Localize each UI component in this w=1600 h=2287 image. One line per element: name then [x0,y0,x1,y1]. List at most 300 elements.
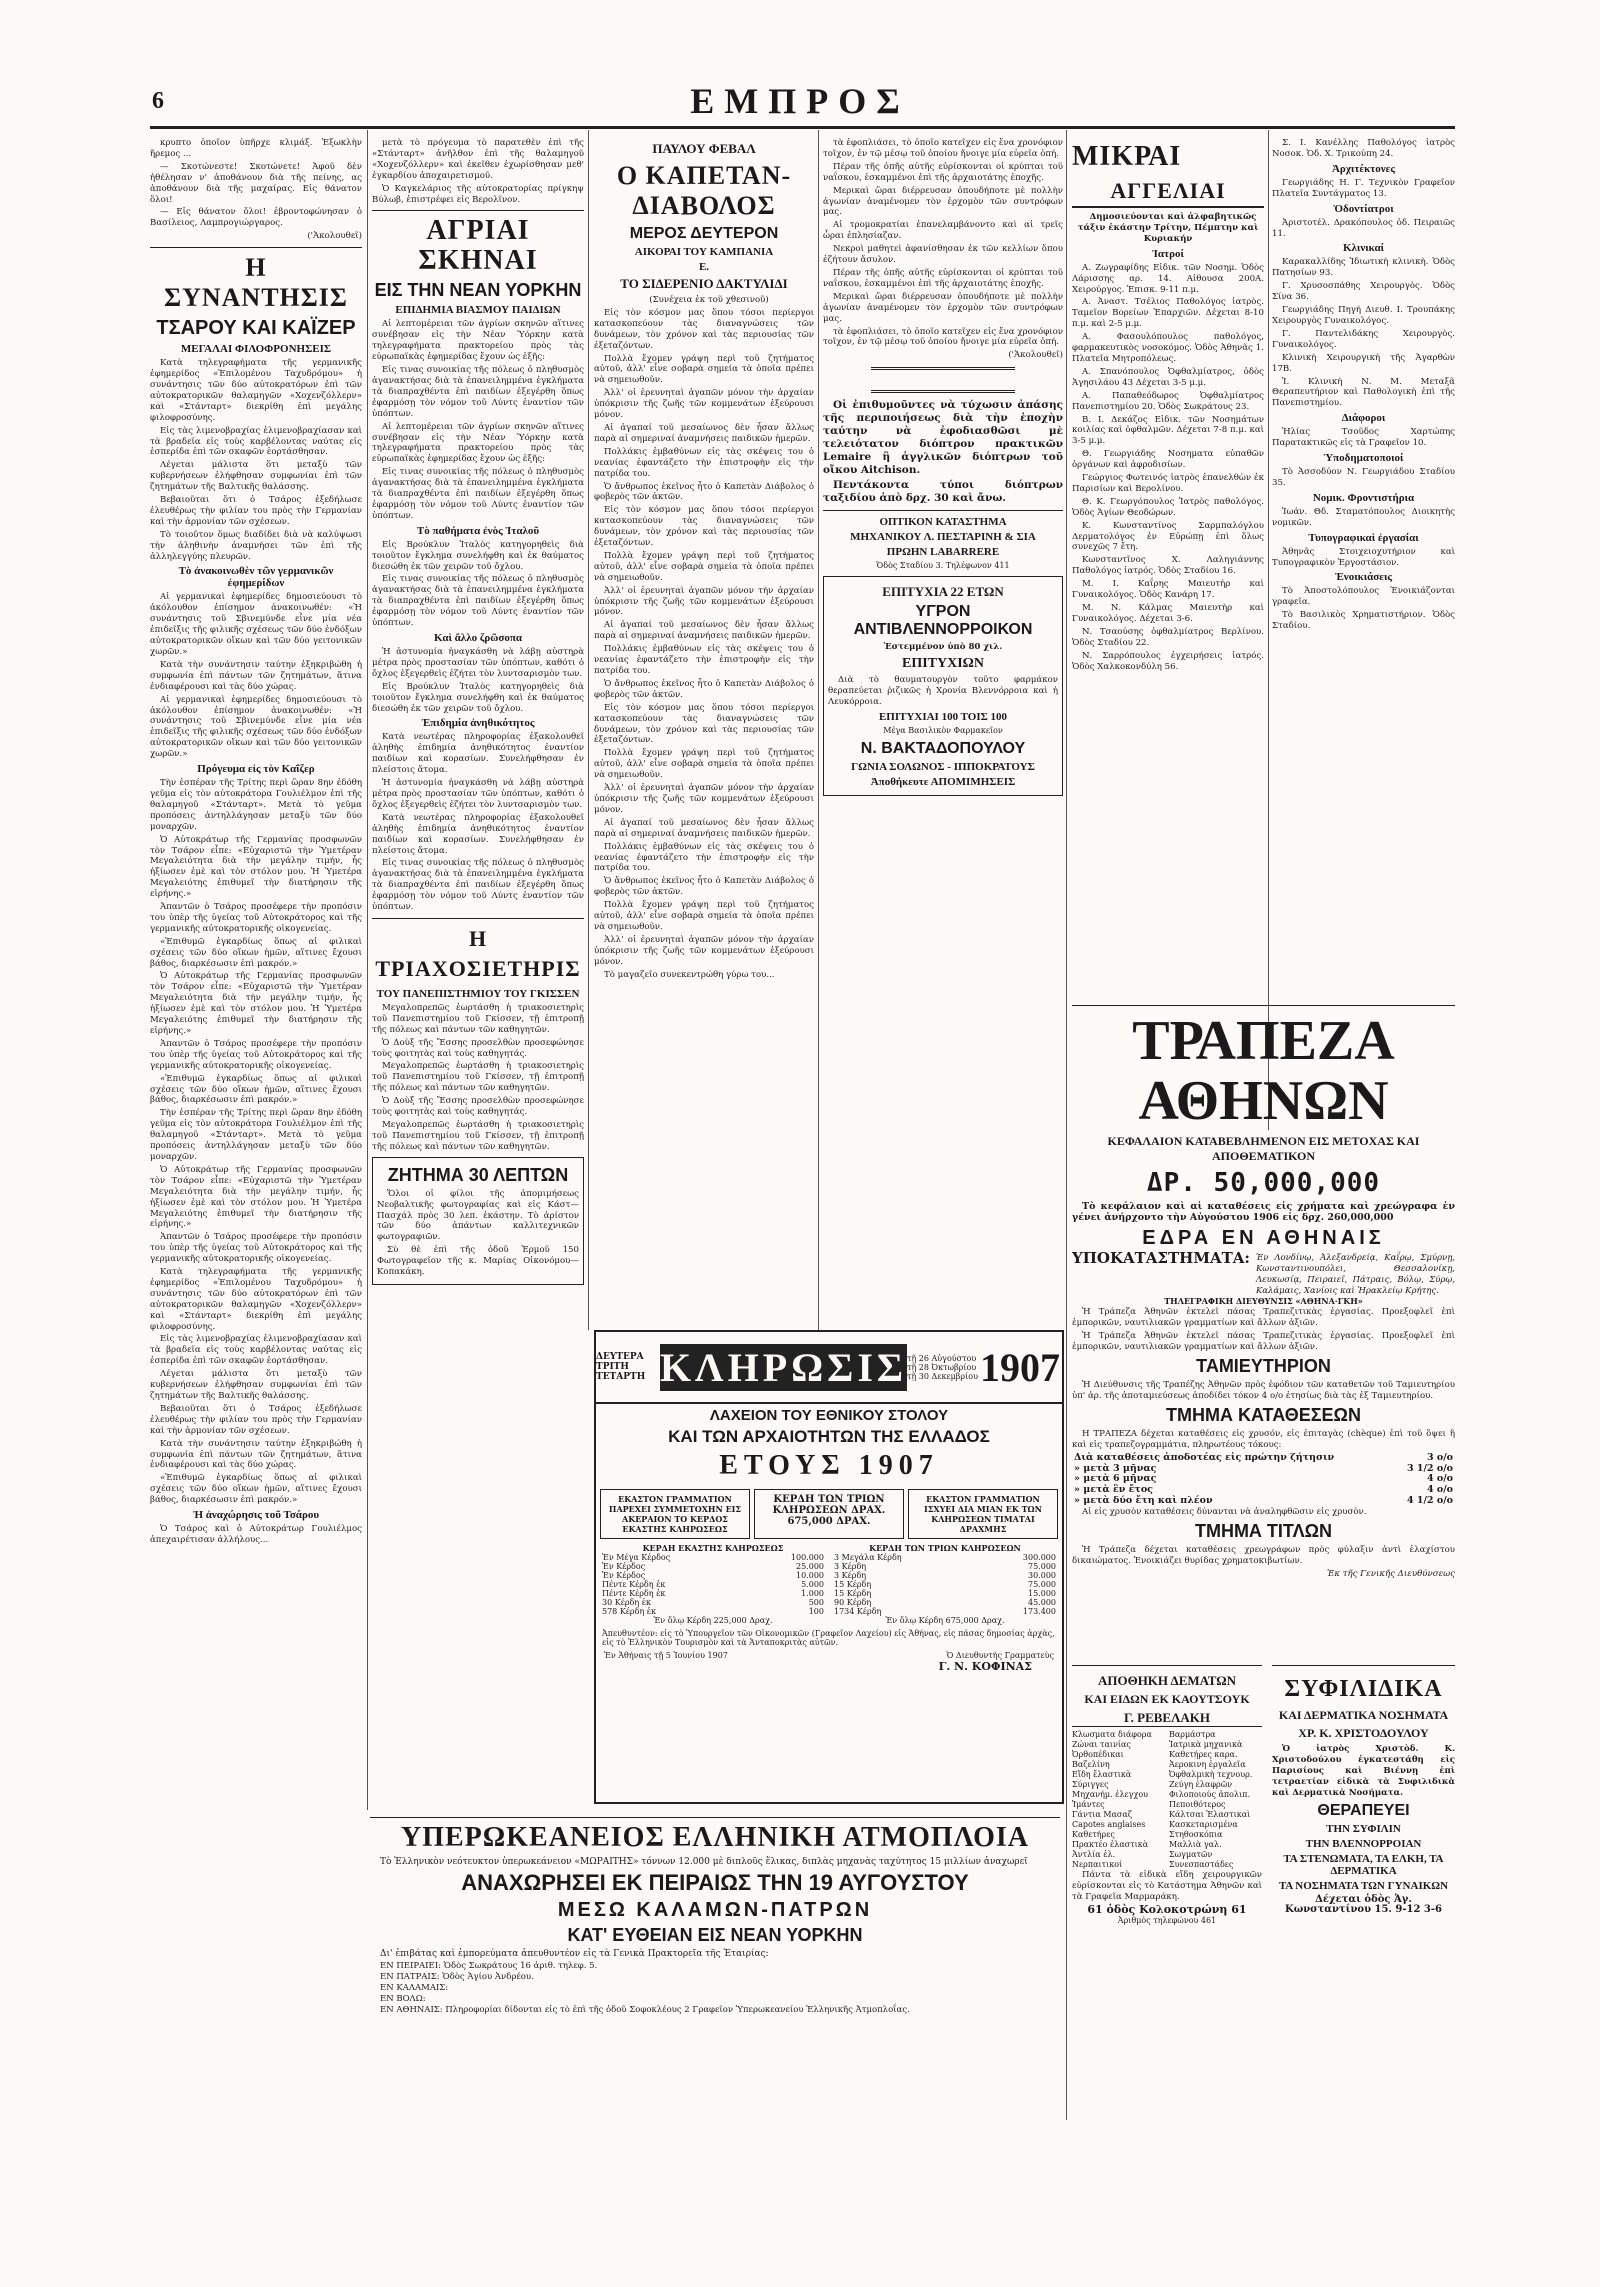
rubber-item: Καθετήρες [1072,1830,1115,1839]
bank-telegraph: ΤΗΛΕΓΡΑΦΙΚΗ ΔΙΕΥΘΥΝΣΙΣ «ΑΘΗΝΑ·ΓΚΗ» [1164,1296,1363,1307]
paragraph: Κατὰ τὴν συνάντησιν ταύτην ἐξηκριβώθη ἡ συμφωνία ἐπὶ πάντων τῶν ζητημάτων, ἅτινα ἐνδιαφέρουσι καὶ τὰς δύο χώρας. [150,659,362,692]
paragraph: Εἰς τὸν κόσμον μας ὅπου τόσοι περίεργοι κατασκοπεύουν τὰς διαναγνώσεις τῶν δυνάμεων, τὸν χρόνον καὶ τὰς περιουσίας τῶν ἐξεταζόντων. [594,702,814,746]
prize-label: Ἐν Κέρδος [602,1571,646,1580]
remedy-bonus: ΕΠΙΤΥΧΙΑΙ 100 ΤΟΙΣ 100 [878,710,1008,723]
paragraph: Λέγεται μάλιστα ὅτι μεταξὺ τῶν κυβερνήσεων ἐλήφθησαν συμφωνίαι ἐπὶ τῶν ζητημάτων τῆς Βαλτικῆς θαλάσσης. [150,1369,362,1401]
shipping-title: ΥΠΕΡΩΚΕΑΝΕΙΟΣ ΕΛΛΗΝΙΚΗ ΑΤΜΟΠΛΟΙΑ [401,1822,1029,1853]
paragraph: Αἱ τρομοκρατίαι ἐπανελαμβάνοντο καὶ αἱ τρεῖς ὧραι ἐπλησίαζαν. [823,220,1063,242]
prize-amount: 100 [808,1607,824,1616]
prize-row [600,1553,826,1562]
bank-branches [1072,1248,1455,1297]
optician-notice: Οἱ ἐπιθυμοῦντες νὰ τύχωσιν ἀπάσης τῆς περιποιήσεως διὰ τὴν ἐποχὴν ταύτην νὰ ἐφοδιασθῶσι μὲ τελειότατον διόπτρον πρακτικῶν Lemaire ἢ ἀγγλικῶν διόπτρων τοῦ οἴκου Aitchison. [823,399,1063,477]
classified-ad: Ἠλίας Τσοῦδος Χαρτώπης Παρατακτικῶς εἰς τὰ Γραφεῖον 10. [1272,427,1455,449]
paragraph: Αἱ γερμανικαὶ ἐφημερίδες δημοσιεύουσι τὸ ἀκόλουθον ἐπίσημον ἀνακοινωθέν: «Ἡ συνάντησις τοῦ Σβινεμύνδε εἶνε μία νέα ἐπιδεῖξις τῆς φιλικῆς σχέσεως τῶν δύο ἐνδόξων αὐτοκρατορικῶν οἴκων καὶ τῶν δύο γειτονικῶν χωρῶν.» [150,592,362,657]
small-ads-title: ΑΓΓΕΛΙΑΙ [1072,176,1264,208]
agent-line: ΕΝ ΑΘΗΝΑΙΣ: Πληροφορίαι δίδονται εἰς τὸ ἐπὶ τῆς ὁδοῦ Σοφοκλέους 2 Γραφεῖον Ὑπερωκεανείου Ἑλληνικῆς Ἀτμοπλοΐας. [380,2005,910,2015]
section-heading: Ἡ ἀναχώρησις τοῦ Τσάρου [192,1509,320,1522]
rubber-telephone: Ἀριθμὸς τηλεφώνου 461 [1117,1915,1217,1925]
paragraph: Εἰς τὰς λιμενοβραχίας ἐλιμενοβραχίασαν καὶ τὰ βραδεῖα εἰς τοὺς καρβέλοντας ναύτας εἰς ἑσπερίδα ἐπὶ τῶν σκαφῶν ἑορτάσθησαν. [150,1334,362,1367]
rubber-item: Ἱμάντες [1072,1800,1105,1809]
derm-hours: Δέχεται ὁδὸς Ἁγ. Κωνσταντίνου 15. 9-12 3-6 [1285,1893,1442,1916]
paragraph: Εἰς τὰς λιμενοβραχίας ἐλιμενοβραχίασαν καὶ τὰ βραδεῖα εἰς τοὺς καρβέλοντας ναύτας εἰς ἑσπερίδα ἐπὶ τῶν σκαφῶν ἑορτάσθησαν. [150,425,362,458]
bank-advertisement [1072,1000,1455,1660]
classified-ad: Γεώργιος Φωτεινός ἰατρὸς ἐπανελθὼν ἐκ Παρισίων καὶ Βερολίνου. [1072,473,1264,494]
rubber-items [1072,1730,1262,1870]
paragraph: Ἀπαντῶν ὁ Τσάρος προσέφερε τὴν προπόσιν του ὑπὲρ τῆς ὑγείας τοῦ Αὐτοκράτορος καὶ τῆς γερμανικῆς αὐτοκρατορικῆς οἰκογενείας. [150,1232,362,1265]
paragraph: Εἰς τινας συνοικίας τῆς πόλεως ὁ πληθυσμὸς ἀγανακτήσας διὰ τὰ ἐπανειλημμένα ἐγκλήματα τὰ διαπραχθέντα ἐπὶ παιδίων ἐξεγέρθη ὅπως ἐφαρμόσῃ τὸν νόμον τοῦ Λύντς ἐναντίον τῶν ὑπόπτων. [372,858,584,913]
paragraph: Αἱ ἀγαπαί τοῦ μεσαίωνος δὲν ἦσαν ἄλλως παρὰ αἱ σημεριναί ἀναμνήσεις παιδικῶν ἡμερῶν. [594,817,814,839]
rubber-title: ΚΑΙ ΕΙΔΩΝ ΕΚ ΚΑΟΥΤΣΟΥΚ [1084,1692,1250,1706]
prize-row [600,1607,826,1616]
prize-amount: 500 [808,1598,824,1607]
paragraph: Τὸ μαγαζεῖο συνεκεντρώθη γύρω του... [604,969,775,980]
paragraph: Αἱ λεπτομέρειαι τῶν ἀγρίων σκηνῶν αἵτινες συνέβησαν εἰς τὴν Νέαν Ὑόρκην κατὰ τηλεγραφήματα πρακτορείου πρὸς τὰς εὐρωπαϊκὰς ἐφημερίδας ἔχουν ὡς ἑξῆς: [372,421,584,465]
rubber-item: Ζώναι ταινίας [1072,1740,1131,1749]
section-heading: Τὸ ἀνακοινωθὲν τῶν γερμανικῶν ἐφημερίδων [178,565,334,590]
prize-amount: 1.000 [801,1589,824,1598]
bank-seat: ΕΔΡΑ ΕΝ ΑΘΗΝΑΙΣ [1142,1226,1385,1249]
signed-name: Γ. Ν. ΚΟΦΙΝΑΣ [938,1660,1032,1673]
section-heading: Ἰατροί [1152,247,1184,260]
derm-subtitle: ΚΑΙ ΔΕΡΜΑΤΙΚΑ ΝΟΣΗΜΑΤΑ [1278,1708,1449,1722]
paragraph: Κατὰ νεωτέρας πληροφορίας ἐξακολουθεῖ ἀληθὴς ἐπιδημία ἀνηθικότητος ἐναντίον παιδίων καὶ κορασίων. Συνελήφθησαν ἐν πλείστοις ἄτομα. [372,732,584,776]
ad-text: Ὅλοι οἱ φίλοι τῆς ἀπομιμήσεως Νεοβαλτικῆς φωτογραφίας καὶ εἰς Κάστ—Πασχάλ πρὸς 30 λεπ. ἑκάστην. Τὸ ἀρίστον τῶν δύο ἀπάντων καλλιτεχνικῶν φωτογραφιῶν. [377,1188,579,1243]
paragraph: Βεβαιοῦται ὅτι ὁ Τσάρος ἐξεδήλωσε ἐλευθέρως τὴν φιλίαν του πρὸς τὴν Γερμανίαν καὶ τὴν ἀρμονίαν τῶν σχέσεων. [150,495,362,527]
rubber-item: Καθετήρες καρα. [1169,1750,1238,1759]
paragraph: Αἱ ἀγαπαί τοῦ μεσαίωνος δὲν ἦσαν ἄλλως παρὰ αἱ σημεριναί ἀναμνήσεις παιδικῶν ἡμερῶν. [594,620,814,642]
paragraph: Λέγεται μάλιστα ὅτι μεταξὺ τῶν κυβερνήσεων ἐλήφθησαν συμφωνίαι ἐπὶ τῶν ζητημάτων τῆς Βαλτικῆς θαλάσσης. [150,460,362,493]
table-total: Ἐν ὅλῳ Κέρδη 675,000 Δραχ. [885,1616,1005,1625]
divider [150,247,362,248]
classified-ad: Α. Σπανόπουλος Ὀφθαλμίατρος, ὁδὸς Ἀγησιλάου 43 Δέχεται 3-5 μ.μ. [1072,366,1264,388]
divider [823,510,1063,511]
masthead-rule [150,126,1455,129]
optician-heading: ΟΠΤΙΚΟΝ ΚΑΤΑΣΤΗΜΑ [879,516,1007,529]
subheadline: ΤΟΥ ΠΑΝΕΠΙΣΤΗΜΙΟΥ ΤΟΥ ΓΚΙΣΣΕΝ [376,987,580,1000]
bank-text: Ἡ Τράπεζα Ἀθηνῶν ἐκτελεῖ πάσας Τραπεζιτικὰς ἐργασίας. Προεξοφλεῖ ἐπὶ ἐμπορικῶν, ναυτιλιακῶν γραμματίων καὶ ἄλλων ἀξιῶν. [1072,1331,1455,1353]
lottery-boxes [596,1485,1062,1543]
optician-former: ΠΡΩΗΝ LABARRERE [886,546,1000,559]
classified-ad: Τὸ Ἀποστολόπουλος Ἐνοικιάζονται γραφεῖα. [1272,586,1455,608]
paragraph: κρυπτο ὁποῖον ὑπῆρχε κλιμάξ. Ἐξωκλὴν ἤρεμος ... [150,138,362,159]
rubber-item: Ἀεροκινη ἐργαλεῖα [1169,1760,1246,1769]
prize-label: Διὰ καταθέσεις ἀποδοτέας εἰς πρώτην ζήτησιν [1074,1451,1335,1463]
paragraph: — Σκοτώνεστε! Σκοτώνετε! Ἀφοῦ δὲν ἠθέλησαν ν' ἀποθάνουν διὰ τῆς πείνης, ας ἀποθάνουν διὰ τῆς μαχαίρας. Εἰς θάνατον ὅλοι! [150,161,362,205]
rubber-items-list [1072,1730,1165,1870]
column-1 [150,138,362,2278]
paragraph: «Ἐπιθυμῶ ἐγκαρδίως ὅπως αἱ φιλικαὶ σχέσεις τῶν δύο οἴκων ἡμῶν, αἵτινες ἔχουσι βάθος, διαρκέσωσιν ἐπὶ μακρόν.» [150,936,362,969]
rubber-item: Σύριγγες [1072,1780,1109,1789]
paragraph: Ὁ ἄνθρωπος ἐκεῖνος ἦτο ὁ Καπετὰν Διάβολος ὁ φοβερὸς τῶν ἀκτῶν. [594,481,814,503]
section-heading: Τὸ παθήματα ἐνὸς Ἰταλοῦ [416,524,540,537]
prize-amount: 100.000 [790,1553,824,1562]
bank-deposits: Τὸ κεφάλαιον καὶ αἱ καταθέσεις εἰς χρήματα καὶ χρεώγραφα ἐν γένει ἀνήρχοντο τὴν Αὐγούστου 1906 εἰς δρχ. 260,000,000 [1072,1201,1455,1223]
paragraph: Πολλάκις ἐμβαθύνων εἰς τὰς σκέψεις του ὁ νεανίας ἐφαντάζετο τὴν ἐπιστροφὴν εἰς τὴν πατρίδα του. [594,644,814,676]
prize-amount: 10.000 [796,1571,824,1580]
section-heading: Τυπογραφικαὶ ἐργασίαι [1308,531,1419,544]
prize-label: 3 Μεγάλα Κέρδη [834,1553,902,1562]
prize-amount: 30.000 [1028,1571,1056,1580]
day-label: ΤΕΤΑΡΤΗ [596,1372,646,1382]
bank-capital-label: ΚΕΦΑΛΑΙΟΝ ΚΑΤΑΒΕΒΛΗΜΕΝΟΝ ΕΙΣ ΜΕΤΟΧΑΣ ΚΑΙ ΑΠΟΘΕΜΑΤΙΚΟΝ [1107,1134,1420,1163]
paragraph: Εἰς τινας συνοικίας τῆς πόλεως ὁ πληθυσμὸς ἀγανακτήσας διὰ τὰ ἐπανειλημμένα ἐγκλήματα τὰ διαπραχθέντα ἐπὶ παιδίων ἐξεγέρθη ὅπως ἐφαρμόσῃ τὸν νόμον τοῦ Λύντς ἐναντίον τῶν ὑπόπτων. [372,467,584,521]
prize-label: 3 Κέρδη [834,1571,867,1580]
paragraph: Ὁ ἄνθρωπος ἐκεῖνος ἦτο ὁ Καπετὰν Διάβολος ὁ φοβερὸς τῶν ἀκτῶν. [594,678,814,700]
shipping-departure: ΑΝΑΧΩΡΗΣΕΙ ΕΚ ΠΕΙΡΑΙΩΣ ΤΗΝ 19 ΑΥΓΟΥΣΤΟΥ [461,1870,969,1895]
section-heading: Ἐπιδημία ἀνηθικότητος [421,717,535,730]
paragraph: Πολλὰ ἔχομεν γράψη περὶ τοῦ ζητήματος αὐτοῦ, ἀλλ' εἶνε σοβαρὰ σημεία τὰ ὁποῖα πρέπει νὰ σημειωθοῦν. [594,748,814,781]
lottery-signature [596,1651,1062,1660]
rubber-owner: Γ. ΡΕΒΕΛΑΚΗ [1072,1710,1262,1727]
branches-label: ΥΠΟΚΑΤΑΣΤΗΜΑΤΑ: [1072,1248,1250,1267]
paragraph: Πολλὰ ἔχομεν γράψη περὶ τοῦ ζητήματος αὐτοῦ, ἀλλ' εἶνε σοβαρὰ σημεία τὰ ὁποῖα πρέπει νὰ σημειωθοῦν. [594,900,814,932]
ad-title: ΖΗΤΗΜΑ 30 ΛΕΠΤΩΝ [387,1164,569,1185]
headline: Ο ΚΑΠΕΤΑΝ-ΔΙΑΒΟΛΟΣ [616,161,792,220]
paragraph: τὰ ἐφοπλιάσει, τὸ ὁποῖο κατεῖχεν εἰς ἕνα χρονόφιον τοῖχον, ἐν τῷ μέσῳ τοῦ ὁποίου ἤνοιγε μία εὐρεῖα ὀπή. [823,326,1063,348]
derm-text: Ὁ ἰατρὸς Χριστὸδ. Κ. Χριστοδούλου ἐγκατεστάθη εἰς Παρισίους καὶ Βιέννῃ ἐπὶ τετραετίαν εἰδικὰ τὰ Συφιλιδικὰ καὶ Δερματικὰ Νοσήματα. [1272,1744,1455,1798]
agent-line: ΕΝ ΠΑΤΡΑΙΣ: Ὁδὸς Ἀγίου Ἀνδρέου. [380,1972,534,1982]
paragraph: Εἰς Βρούκλυν Ἰταλὸς κατηγορηθεὶς διὰ τοιοῦτον ἔγκλημα συνελήφθη καὶ ἐκ θαύματος διεσώθη ἐκ τῶν χειρῶν τοῦ ὄχλου. [372,539,584,572]
paragraph: Εἰς Βρούκλυν Ἰταλὸς κατηγορηθεὶς διὰ τοιοῦτον ἔγκλημα συνελήφθη καὶ ἐκ θαύματος διεσώθη ἐκ τῶν χειρῶν τοῦ ὄχλου. [372,681,584,714]
remedy-sub: ΕΠΙΤΥΧΙΩΝ [901,656,984,672]
masthead [0,0,1600,120]
prize-row [600,1589,826,1598]
bank-title: ΤΡΑΠΕΖΑ ΑΘΗΝΩΝ [1132,1010,1395,1132]
lottery-title: ΚΛΗΡΩΣΙΣ [659,1344,908,1390]
column-divider [1268,130,1269,1130]
shipping-advertisement [370,1812,1060,2022]
optician-price: Πεντάκοντα τύποι διόπτρων ταξιδίου ἀπὸ δρχ. 30 καὶ ἄνω. [823,479,1063,505]
pharmacy-tagline: Ἀποθήκευτε ΑΠΟΜΙΜΗΣΕΙΣ [870,775,1016,788]
paragraph: Εἰς τὸν κόσμον μας ὅπου τόσοι περίεργοι κατασκοπεύουν τὰς διαναγνώσεις τῶν δυνάμεων, τὸν χρόνον καὶ τὰς περιουσίας τῶν ἐξεταζόντων. [594,307,814,351]
paragraph: Ἀλλ' οἱ ἐρευνηταὶ ἀγαπῶν μόνον τὴν ἀρχαίαν ὑπόκρισιν τῆς ζωῆς τῶν κομμενάτων ἐξεύρουσι μόνον. [594,388,814,421]
prize-table-b [832,1543,1058,1625]
day-label: ΤΡΙΤΗ [596,1362,629,1372]
classified-ad: Β. Ι. Δεκάζος Εἰδικ. τῶν Νοσημάτων κοιλίας καὶ ὀφθαλμῶν. Δέχεται 7-8 π.μ. καὶ 3-5 μ.μ. [1072,414,1264,447]
prize-amount: 4 1/2 ο/ο [1406,1495,1453,1507]
small-ads-intro: Δημοσιεύονται καὶ ἀλφαβητικῶς τάξιν ἑκάστην Τρίτην, Πέμπτην καὶ Κυριακήν [1077,212,1259,244]
paragraph: Αἱ ἀγαπαί τοῦ μεσαίωνος δὲν ἦσαν ἄλλως παρὰ αἱ σημεριναί ἀναμνήσεις παιδικῶν ἡμερῶν. [594,422,814,444]
lottery-org: ΚΑΙ ΤΩΝ ΑΡΧΑΙΟΤΗΤΩΝ ΤΗΣ ΕΛΛΑΔΟΣ [668,1427,990,1446]
ornament [871,367,1015,393]
bank-signature: Ἐκ τῆς Γενικῆς Διευθύνσεως [1327,1568,1455,1579]
paragraph: Ὁ Αὐτοκράτωρ τῆς Γερμανίας προσφωνῶν τὸν Τσάρον εἶπε: «Εὐχαριστῶ τὴν Ὑμετέραν Μεγαλειότητα διὰ τὴν μεγάλην τιμήν, ἧς ἠξίωσεν ἐμὲ καὶ τὸν στόλον μου. Ἡ Ὑμετέρα Μεγαλειότης ἐπιθυμεῖ τὴν διατήρησιν τῆς εἰρήνης.» [150,834,362,900]
byline: ΠΑΥΛΟΥ ΦΕΒΑΛ [652,141,756,156]
paragraph: Τὸ τοιοῦτον ὅμως διαδίδει διὰ νὰ καλύψωσι τὴν ἀληθινὴν ἀναμνήσει τῶν ἐπὶ τῆς ἀλληλεγγύης πλευρῶν. [150,529,362,562]
rubber-item: Μηχανήμ. ἐλεγχου [1072,1790,1148,1799]
savings-title: ΤΑΜΙΕΥΤΗΡΙΟΝ [1196,1355,1331,1376]
divider [372,918,584,919]
classified-ad: Ἀθηνᾶς Στοιχειοχυτήριον καὶ Τυπογραφικὸν Ἐργοστάσιον. [1272,546,1455,568]
rubber-item: Μαλλιὰ γαλ. [1169,1840,1222,1849]
pharmacy-name: Ν. ΒΑΚΤΑΔΟΠΟΥΛΟΥ [860,739,1026,757]
paragraph: Ἀλλ' οἱ ἐρευνηταὶ ἀγαπῶν μόνον τὴν ἀρχαίαν ὑπόκρισιν τῆς ζωῆς τῶν κομμενάτων ἐξεύρουσι μόνον. [594,783,814,815]
paragraph: Πολλάκις ἐμβαθύνων εἰς τὰς σκέψεις του ὁ νεανίας ἐφαντάζετο τὴν ἐπιστροφὴν εἰς τὴν πατρίδα του. [594,446,814,479]
ad-address: Σὺ θὲ ἐπὶ τῆς ὁδοῦ Ἑρμοῦ 150 Φωτογραφεῖον τῆς κ. Μαρίας Οἰκονόμου—Κοπακάκη. [377,1245,579,1278]
prize-label: 3 Κέρδη [834,1562,867,1571]
lottery-box: ΕΚΑΣΤΟΝ ΓΡΑΜΜΑΤΙΟΝ ΙΣΧΥΕΙ ΔΙΑ ΜΙΑΝ ΕΚ ΤΩΝ ΚΛΗΡΩΣΕΩΝ ΤΙΜΑΤΑΙ ΔΡΑΧΜΗΣ [908,1489,1058,1539]
shipping-route: ΜΕΣΩ ΚΑΛΑΜΩΝ-ΠΑΤΡΩΝ [557,1899,873,1921]
paragraph: Μερικαὶ ὥραι διέρρευσαν ὁπουδήποτε μὲ πολλὴν ἀγωνίαν ἀναμένομεν τὸν ἐρχομὸν τῶν συντρόφων μας. [823,291,1063,324]
column-2 [372,138,584,1818]
subheadline: ΜΕΓΑΛΑΙ ΦΙΛΟΦΡΟΝΗΣΕΙΣ [180,343,332,356]
chapter-title: ΤΟ ΣΙΔΕΡΕΝΙΟ ΔΑΚΤΥΛΙΔΙ [620,276,788,291]
prize-amount: 3 1/2 ο/ο [1406,1462,1453,1474]
deposit-title: ΤΜΗΜΑ ΚΑΤΑΘΕΣΕΩΝ [1166,1404,1361,1425]
derm-doctor: ΧΡ. Κ. ΧΡΙΣΤΟΔΟΥΛΟΥ [1298,1726,1429,1740]
bank-capital-amount: ΔΡ. 50,000,000 [1146,1168,1381,1198]
paragraph: Ἀλλ' οἱ ἐρευνηταὶ ἀγαπῶν μόνον τὴν ἀρχαίαν ὑπόκρισιν τῆς ζωῆς τῶν κομμενάτων ἐξεύρουσι μόνον. [594,934,814,967]
day-label: ΔΕΥΤΕΡΑ [596,1352,644,1362]
lottery-box: ΚΕΡΔΗ ΤΩΝ ΤΡΙΩΝ ΚΛΗΡΩΣΕΩΝ ΔΡΑΧ. 675,000 ΔΡΑΧ. [754,1489,904,1539]
prize-row [1072,1496,1455,1507]
rubber-item: Ὀφθαλμικὴ τεχνουρ. [1169,1770,1253,1779]
pharmacy-label: Μέγα Βασιλικὸν Φαρμακεῖον [883,725,1003,735]
paragraph: Αἱ λεπτομέρειαι τῶν ἀγρίων σκηνῶν αἵτινες συνέβησαν εἰς τὴν Νέαν Ὑόρκην κατὰ τηλεγραφήματα πρακτορείου πρὸς τὰς εὐρωπαϊκὰς ἐφημερίδας ἔχουν ὡς ἑξῆς: [372,319,584,363]
page-number: 6 [152,88,164,114]
deposit-note: Αἱ εἰς χρυσὸν καταθέσεις δύνανται νὰ ἀναληφθῶσιν εἰς χρυσὸν. [1082,1507,1367,1518]
paragraph: Ἀπαντῶν ὁ Τσάρος προσέφερε τὴν προπόσιν του ὑπὲρ τῆς ὑγείας τοῦ Αὐτοκράτορος καὶ τῆς γερμανικῆς αὐτοκρατορικῆς οἰκογενείας. [150,902,362,934]
classified-ad: Τὸ Βασιλικὸς Χρηματιστήριον. Ὁδὸς Σταδίου. [1272,610,1455,632]
agent-line: ΕΝ ΒΟΛΩ: [380,1994,426,2004]
paragraph: Εἰς τὸν κόσμον μας ὅπου τόσοι περίεργοι κατασκοπεύουν τὰς διαναγνώσεις τῶν δυνάμεων, τὸν χρόνον καὶ τὰς περιουσίας τῶν ἐξεταζόντων. [594,505,814,549]
signed-by: Ὁ Διευθυντὴς Γραμματεὺς [946,1651,1054,1660]
lottery-prize-tables [596,1543,1062,1625]
prize-label: 1734 Κέρδη [834,1607,882,1616]
prize-amount: 25.000 [796,1562,824,1571]
titles-title: ΤΜΗΜΑ ΤΙΤΛΩΝ [1194,1521,1333,1542]
rubber-item: Πρακτέο ἐλαστικὰ [1072,1840,1149,1849]
continued-note: ('Ἀκολουθεῖ) [307,231,362,242]
subheadline: ΕΙΣ ΤΗΝ ΝΕΑΝ ΥΟΡΚΗΝ [374,280,582,301]
classified-ad: Α. Ζωγραφίδης Εἰδικ. τῶν Νοσημ. Ὁδὸς Λάρισσης αρ. 14. Αἰθουσα 200Α. Χειρούργος. Ἐπισκ. 9-11 π.μ. [1072,262,1264,295]
paragraph: Μερικαὶ ὥραι διέρρευσαν ὁπουδήποτε μὲ πολλὴν ἀγωνίαν ἀναμένομεν τὸν ἐρχομὸν τῶν συντρόφων μας. [823,185,1063,218]
lottery-days [596,1352,660,1382]
table-header: ΚΕΡΔΗ ΤΩΝ ΤΡΙΩΝ ΚΛΗΡΩΣΕΩΝ [869,1543,1021,1553]
deposit-rates-table [1072,1453,1455,1508]
divider [370,1817,1060,1818]
remedy-text: Διὰ τὸ θαυματουργὸν τοῦτο φαρμάκον θεραπεύεται ῥιζικῶς ἡ Χρονία Βλεννόρροια καὶ ἡ Λευκόρροια. [828,675,1058,707]
lottery-header [596,1332,1062,1404]
classified-ad: Τὸ Ἀσσοδύον Ν. Γεωργιάδου Σταδίου 35. [1272,467,1455,488]
section-heading: Διάφοροι [1341,412,1386,425]
prize-label: 578 Κέρδη ἐκ [602,1607,657,1616]
rubber-address: 61 ὁδὸς Κολοκοτρώνη 61 [1087,1902,1247,1916]
section-heading: Ἐνοικιάσεις [1334,571,1393,584]
prize-label: 90 Κέρδη [834,1598,872,1607]
dermatology-advertisement [1272,1665,1455,2000]
prize-amount: 15.000 [1028,1589,1056,1598]
lottery-dates [907,1354,980,1381]
rubber-item: Γάντια Μασαζ [1072,1810,1133,1819]
paragraph: Πολλάκις ἐμβαθύνων εἰς τὰς σκέψεις του ὁ νεανίας ἐφαντάζετο τὴν ἐπιστροφὴν εἰς τὴν πατρίδα του. [594,841,814,874]
rubber-goods-advertisement [1072,1665,1262,2000]
rubber-item: Φιλοποιοὺς ἀπολιπ. [1169,1790,1250,1799]
divider [1072,1005,1455,1006]
table-header: ΚΕΡΔΗ ΕΚΑΣΤΗΣ ΚΛΗΡΩΣΕΩΣ [642,1543,784,1553]
pharmacy-address: ΓΩΝΙΑ ΣΟΛΩΝΟΣ - ΙΠΠΟΚΡΑΤΟΥΣ [851,760,1035,773]
lottery-box: ΕΚΑΣΤΟΝ ΓΡΑΜΜΑΤΙΟΝ ΠΑΡΕΧΕΙ ΣΥΜΜΕΤΟΧΗΝ ΕΙΣ ΑΚΕΡΑΙΟΝ ΤΟ ΚΕΡΔΟΣ ΕΚΑΣΤΗΣ ΚΛΗΡΩΣΕΩΣ [600,1489,750,1539]
paragraph: Ὁ Αὐτοκράτωρ τῆς Γερμανίας προσφωνῶν τὸν Τσάρον εἶπε: «Εὐχαριστῶ τὴν Ὑμετέραν Μεγαλειότητα διὰ τὴν μεγάλην τιμήν, ἧς ἠξίωσεν ἐμὲ καὶ τὸν στόλον μου. Ἡ Ὑμετέρα Μεγαλειότης ἐπιθυμεῖ τὴν διατήρησιν τῆς εἰρήνης.» [150,971,362,1036]
shipping-text: Τὸ Ἑλληνικὸν νεότευκτον ὑπερωκεάνειον «ΜΩΡΑΙΤΗΣ» τόννων 12.000 μὲ διπλοῦς ἕλικας, διπλὰς μηχανὰς ταχύτητος 15 μιλλίων ἀναχωρεῖ [380,1857,1028,1867]
paragraph: Ὁ Δοὺξ τῆς Ἔσσης προσελθὼν προσεφώνησε τοὺς φοιτητὰς καὶ τοὺς καθηγητάς. [372,1096,584,1118]
rubber-item: Capotes anglaises [1072,1820,1146,1829]
prize-table [832,1553,1058,1616]
branches-list: Ἐν Λονδίνῳ, Ἀλεξανδρείᾳ, Καΐρῳ, Σμύρνῃ, Κωνσταντινουπόλει, Θεσσαλονίκῃ, Λευκωσίᾳ, Πειραιεῖ, Πάτραις, Βόλῳ, Σύρῳ, Καλάμαις, Χανίοις καὶ Ἡρακλείῳ Κρήτης. [1255,1252,1455,1296]
lottery-advertisement [594,1330,1064,1804]
paragraph: Ἡ ἀστυνομία ἠναγκάσθη νὰ λάβῃ αὐστηρὰ μέτρα πρὸς προστασίαν τῶν ὑπόπτων, καθότι ὁ ὄχλος ἐξεγερθεὶς ἐζήτει τὸν λυντσαρισμὸν των. [372,778,584,810]
classified-ad: Γ. Παντελιδάκης Χειρουργὸς. Γυναικολόγος. [1272,328,1455,350]
table-total: Ἐν ὅλῳ Κέρδη 225,000 Δραχ. [653,1616,773,1625]
shipping-info: Δι' ἐπιβάτας καὶ ἐμπορεύματα ἀπευθυντέον εἰς τὰ Γενικὰ Πρακτορεῖα τῆς Ἑταιρίας: [380,1949,769,1959]
prize-row [832,1580,1058,1589]
paragraph: Ἀπαντῶν ὁ Τσάρος προσέφερε τὴν προπόσιν του ὑπὲρ τῆς ὑγείας τοῦ Αὐτοκράτορος καὶ τῆς γερμανικῆς αὐτοκρατορικῆς οἰκογενείας. [150,1038,362,1071]
subheadline: ΑΙΚΟΡΑΙ ΤΟΥ ΚΑΜΠΑΝΙΑ [634,246,774,258]
prize-row [832,1598,1058,1607]
prize-amount: 173.400 [1022,1607,1056,1616]
column-divider [588,130,589,1330]
prize-table-a [600,1543,826,1625]
lottery-year-heading: ΕΤΟΥΣ 1907 [719,1450,939,1481]
paragraph: Πολλὰ ἔχομεν γράψη περὶ τοῦ ζητήματος αὐτοῦ, ἀλλ' εἶνε σοβαρὰ σημεία τὰ ὁποῖα πρέπει νὰ σημειωθοῦν. [594,550,814,583]
classified-ad: Γεωργιάδης Η. Γ. Τεχνικὸν Γραφεῖον Πλατεῖα Συντάγματος 13. [1272,177,1455,199]
prize-table [600,1553,826,1616]
paragraph: Πολλὰ ἔχομεν γράψη περὶ τοῦ ζητήματος αὐτοῦ, ἀλλ' εἶνε σοβαρὰ σημεία τὰ ὁποῖα πρέπει νὰ σημειωθοῦν. [594,353,814,386]
paragraph: Κατὰ τὴν συνάντησιν ταύτην ἐξηκριβώθη ἡ συμφωνία ἐπὶ πάντων τῶν ζητημάτων, ἅτινα ἐνδιαφέρουσι καὶ τὰς δύο χώρας. [150,1438,362,1471]
lottery-year: 1907 [979,1344,1060,1390]
divider [372,210,584,211]
small-ads-title: ΜΙΚΡΑΙ [1072,141,1182,172]
paragraph: Εἰς τινας συνοικίας τῆς πόλεως ὁ πληθυσμὸς ἀγανακτήσας διὰ τὰ ἐπανειλημμένα ἐγκλήματα τὰ διαπραχθέντα ἐπὶ παιδίων ἐξεγέρθη ὅπως ἐφαρμόσῃ τὸν νόμον τοῦ Λύντς ἐναντίον τῶν ὑπόπτων. [372,365,584,419]
paragraph: «Ἐπιθυμῶ ἐγκαρδίως ὅπως αἱ φιλικαὶ σχέσεις τῶν δύο οἴκων ἡμῶν, αἵτινες ἔχουσι βάθος, διαρκέσωσιν ἐπὶ μακρόν.» [150,1473,362,1506]
paragraph: Πέραν τῆς ὀπῆς αὐτῆς εὑρίσκονται οἱ κρύπται τοῦ ναΐσκου, ἐσκαμμένοι ἐπὶ τῆς ἀρχαιοτάτης ἐποχῆς. [823,267,1063,289]
column-7-small-ads [1272,138,1455,1098]
prize-label: » μετὰ δύο ἔτη καὶ πλέον [1074,1495,1213,1507]
classified-ad: Α. Φασουλόπουλος παθολόγος, φαρμακευτικὸς νοσοκόμος. Ὁδὸς Ἀθηνᾶς 1. Πλατεῖα Μητροπόλεως. [1072,332,1264,364]
lottery-footer: Ἀπευθυντέον: εἰς τὸ Ὑπουργεῖον τῶν Οἰκονομικῶν (Γραφεῖον Λαχείου) εἰς Ἀθήνας, εἰς πάσας δημοσίας ἀρχὰς, εἰς τὸ Ἑλληνικὸν Τουρισμὸν καὶ τὰ Ἀνταποκριτὰς αὐτῶν. [602,1629,1055,1647]
rubber-item: Εἴδη ἔλαστικὰ [1072,1770,1132,1779]
paragraph: «Ἐπιθυμῶ ἐγκαρδίως ὅπως αἱ φιλικαὶ σχέσεις τῶν δύο οἴκων ἡμῶν, αἵτινες ἔχουσι βάθος, διαρκέσωσιν ἐπὶ μακρόν.» [150,1073,362,1106]
column-divider [1066,130,1067,2120]
column-3 [594,138,814,1338]
prize-row [600,1562,826,1571]
classified-ad: Θ. Γεωργιάδης Νοσηματα εὐπαθῶν ὀργάνων καὶ ἀφροδισίων. [1072,449,1264,471]
column-6-small-ads [1072,138,1264,1098]
prize-label: » μετὰ ἓν ἔτος [1074,1484,1153,1496]
prize-amount: 300.000 [1022,1553,1056,1562]
rubber-item: Ἱατρικὰ μηχανικὰ [1169,1740,1243,1749]
paragraph: Μεγαλοπρεπῶς ἑωρτάσθη ἡ τριακοσιετηρὶς τοῦ Πανεπιστημίου τοῦ Γκίσσεν, τῇ ἐπιτροπῇ τῆς πόλεως καὶ πάντων τῶν καθηγητῶν. [372,1120,584,1152]
classified-ad: Σ. Ι. Κανέλλης Παθολόγος ἰατρὸς Νοσοκ. Ὁδ. Χ. Τρικούπη 24. [1272,138,1455,159]
subheadline: ΤΣΑΡΟΥ ΚΑΙ ΚΑΪΖΕΡ [156,317,356,340]
prize-amount: 75.000 [1028,1562,1056,1571]
chapter-number: Ε. [698,261,710,273]
paragraph: Ὁ Καγκελάριος τῆς αὐτοκρατορίας πρίγκηψ Βύλωβ, ἐπιστρέφει εἰς Βερολῖνον. [372,183,584,205]
paragraph: τὰ ἐφοπλιάσει, τὸ ὁποῖο κατεῖχεν εἰς ἕνα χρονόφιον τοῖχον, ἐν τῷ μέσῳ τοῦ ὁποίου ἤνοιγε μία εὐρεῖα ὀπή. [823,138,1063,159]
lottery-org: ΛΑΧΕΙΟΝ ΤΟΥ ΕΘΝΙΚΟΥ ΣΤΟΛΟΥ [709,1407,949,1424]
prize-label: Πέντε Κέρδη ἐκ [602,1580,666,1589]
rubber-item: Βαρμάστρα [1169,1730,1216,1739]
rubber-item: Νερπαιτικοί [1072,1860,1123,1869]
classified-ad: Καρακαλλίδης Ἰδιωτικὴ κλινικὴ. Ὁδὸς Πατησίων 93. [1272,257,1455,279]
prize-amount: 4 ο/ο [1426,1473,1453,1485]
titles-text: Ἡ Τράπεζα δέχεται καταθέσεις χρεωγράφων πρὸς φύλαξιν ἀντὶ ἐλαχίστου δικαιώματος. Ἐνοικιάζει θυρίδας χρηματοκιβωτίων. [1072,1545,1455,1566]
remedy-advertisement [823,576,1063,796]
paragraph: Κατὰ τηλεγραφήματα τῆς γερμανικῆς ἐφημερίδος «Ἐπιλομένου Ταχυδρόμου» ἡ συνάντησις τῶν δύο αὐτοκρατόρων ἐπὶ τῶν αὐτοκρατορικῶν θαλαμηγῶν «Χοχενζόλλερν» καὶ «Στάνταρτ» διεκρίθη ἐπὶ μεγάλης φιλοφροσύνης. [150,358,362,423]
prize-amount: 4 ο/ο [1426,1484,1453,1496]
signed-place: Ἐν Ἀθήναις τῇ 5 Ἰουνίου 1907 [604,1651,728,1660]
prize-label: » μετὰ 6 μῆνας [1074,1473,1157,1485]
derm-item: ΤΑ ΣΤΕΝΩΜΑΤΑ, ΤΑ ΕΛΚΗ, ΤΑ ΔΕΡΜΑΤΙΚΑ [1283,1852,1444,1877]
classified-ad: Γ. Χρυσοσπάθης Χειρουργὸς. Ὁδὸς Σίνα 36. [1272,281,1455,303]
shipping-destination: ΚΑΤ' ΕΥΘΕΙΑΝ ΕΙΣ ΝΕΑΝ ΥΟΡΚΗΝ [567,1925,863,1945]
optician-address: Ὁδὸς Σταδίου 3. Τηλέφωνον 411 [876,561,1010,571]
headline: Η ΤΡΙΑΧΟΣΙΕΤΗΡΙΣ [375,925,581,981]
rubber-item: Πεποιθότερος [1169,1800,1226,1809]
rubber-title: ΑΠΟΘΗΚΗ ΔΕΜΑΤΩΝ [1097,1673,1237,1688]
section-heading: Ὀδοντίατροι [1333,202,1394,215]
paragraph: Μεγαλοπρεπῶς ἑωρτάσθη ἡ τριακοσιετηρὶς τοῦ Πανεπιστημίου τοῦ Γκίσσεν, τῇ ἐπιτροπῇ τῆς πόλεως καὶ πάντων τῶν καθηγητῶν. [372,1002,584,1035]
optician-name: ΜΗΧΑΝΙΚΟΥ Λ. ΠΕΣΤΑΡΙΝΗ & ΣΙΑ [850,531,1036,544]
continued-note: (Συνέχεια ἐκ τοῦ χθεσινοῦ) [649,295,769,305]
prize-label: Ἐν Κέρδος [602,1562,646,1571]
derm-therapy: ΘΕΡΑΠΕΥΕΙ [1317,1801,1410,1819]
advertisement-photo [372,1157,584,1285]
prize-amount: 75.000 [1028,1580,1056,1589]
prize-amount: 5.000 [801,1580,824,1589]
prize-row [600,1571,826,1580]
rubber-text: Πάντα τὰ εἰδικὰ εἴδη χειρουργικῶν εὑρίσκονται εἰς τὸ Κατάστημα Ἀθηνῶν καὶ τὰ Γραφεῖα Μαρμαράκη. [1072,1870,1262,1902]
section-heading: Ὑποδηματοποιοί [1323,452,1404,465]
rubber-item: Στηθοσκόπια [1169,1830,1223,1839]
rubber-item: Κασκεταρισμένα [1169,1820,1238,1829]
prize-row [832,1553,1058,1562]
savings-text: Ἡ Διεύθυνσις τῆς Τραπέζης Ἀθηνῶν πρὸς ἐφόδιον τῶν καταθετῶν τοῦ Ταμιευτηρίου ὑπ' ἀρ. τῆς ἀποταμιεύσεως ἀποδίδει τόκον 4 ο/ο ἐτησίως διὰ τὰς ἐξ Ταμιευτηρίου. [1072,1379,1455,1401]
classified-ad: Α. Παπαθεόδωρος Ὀφθαλμίατρος Πανεπιστημίου 20. Ὁδὸς Σωκράτους 23. [1072,390,1264,412]
paragraph: Ὁ Αὐτοκράτωρ τῆς Γερμανίας προσφωνῶν τὸν Τσάρον εἶπε: «Εὐχαριστῶ τὴν Ὑμετέραν Μεγαλειότητα διὰ τὴν μεγάλην τιμήν, ἧς ἠξίωσεν ἐμὲ καὶ τὸν στόλον μου. Ἡ Ὑμετέρα Μεγαλειότης ἐπιθυμεῖ τὴν διατήρησιν τῆς εἰρήνης.» [150,1164,362,1230]
prize-label: 30 Κέρδη ἐκ [602,1598,651,1607]
prize-label: » μετὰ 3 μῆνας [1074,1462,1157,1474]
section-heading: Πρόγευμα εἰς τὸν Καΐζερ [197,763,315,776]
classified-ad: Α. Ἀναστ. Τσέλιος Παθολόγος ἰατρὸς. Ταμεῖον Βορείων Ἐπαρχιῶν. Δέχεται 8-10 π.μ. καὶ 2-5 μ.μ. [1072,297,1264,330]
prize-row [600,1580,826,1589]
prize-row [832,1562,1058,1571]
rubber-item: Σωγματῶν [1169,1850,1213,1859]
prize-amount: 45.000 [1028,1598,1056,1607]
section-heading: Κλινικαί [1342,242,1385,255]
date-label: τῇ 30 Δεκεμβρίου [907,1371,978,1381]
rubber-item: Βαζελίνη [1072,1760,1110,1769]
rubber-item: Ὀρθοπέδικαι [1072,1750,1124,1759]
prize-row [832,1571,1058,1580]
paragraph: Τὴν ἐσπέραν τῆς Τρίτης περὶ ὥραν 8ην ἐδόθη γεῦμα εἰς τὸν αὐτοκράτορα Γουλιέλμον ἐπὶ τῆς θαλαμηγοῦ «Στάνταρτ». Μετὰ τὸ γεῦμα προπόσεις ἀντηλλάγησαν μεταξὺ τῶν δύο μοναρχῶν. [150,1108,362,1162]
paragraph: Μεγαλοπρεπῶς ἑωρτάσθη ἡ τριακοσιετηρὶς τοῦ Πανεπιστημίου τοῦ Γκίσσεν, τῇ ἐπιτροπῇ τῆς πόλεως καὶ πάντων τῶν καθηγητῶν. [372,1061,584,1094]
prize-label: 15 Κέρδη [834,1580,872,1589]
column-divider [367,130,368,1810]
paragraph: Ὁ Τσάρος καὶ ὁ Αὐτοκράτωρ Γουλιέλμος ἀπεχαιρέτισαν ἀλλήλους... [150,1524,362,1545]
classified-ad: Μ. Ι. Καΐρης Μαιευτὴρ καὶ Γυναικολόγος. Ὁδὸς Κανάρη 17. [1072,579,1264,601]
paragraph: Ἀλλ' οἱ ἐρευνηταὶ ἀγαπῶν μόνον τὴν ἀρχαίαν ὑπόκρισιν τῆς ζωῆς τῶν κομμενάτων ἐξεύρουσι μόνον. [594,585,814,618]
prize-row [1072,1453,1455,1464]
deposit-intro: Η ΤΡΑΠΕΖΑ δέχεται καταθέσεις εἰς χρυσόν, εἰς ἐπιταγὰς (chèque) ἐπὶ τοῦ ὅψει ἢ καὶ εἰς τραπεζογραμμάτια, πληρωτέους τόκους: [1072,1428,1455,1450]
prize-row [832,1589,1058,1598]
date-label: τῇ 28 Ὀκτωβρίου [907,1362,977,1372]
rubber-item: Συνεσπαστάδες [1169,1860,1234,1869]
date-label: τῇ 26 Αὐγούστου [907,1353,977,1363]
section-heading: Καὶ ἄλλο ζρῶσοπα [434,632,522,644]
paragraph: Βεβαιοῦται ὅτι ὁ Τσάρος ἐξεδήλωσε ἐλευθέρως τὴν φιλίαν του πρὸς τὴν Γερμανίαν καὶ τὴν ἀρμονίαν τῶν σχέσεων. [150,1403,362,1436]
column-divider [818,130,819,1330]
